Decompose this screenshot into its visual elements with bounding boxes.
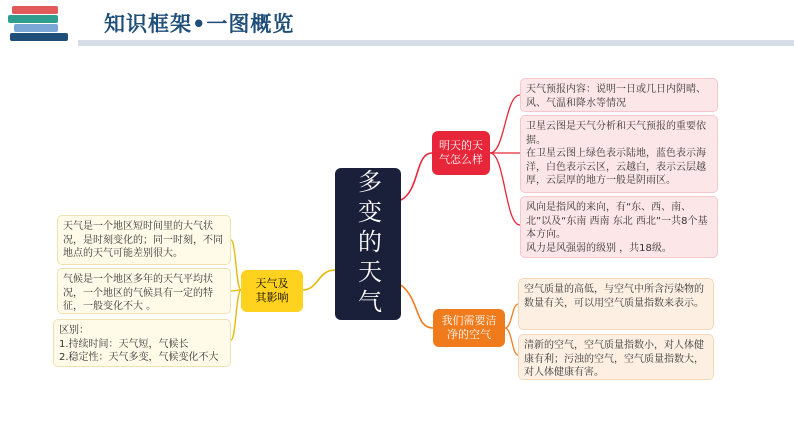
connector-top-1: [490, 95, 520, 153]
leaf-climate-definition: 气候是一个地区多年的天气平均状况，一个地区的气候具有一定的特征，一般变化不大 。: [57, 268, 231, 314]
central-topic-label: 多变的天气: [353, 169, 382, 319]
branch-tomorrow-weather: [432, 131, 490, 175]
connector-bottom-1: [505, 304, 518, 328]
leaf-difference: 区别： 1.持续时间：天气短，气候长 2.稳定性：天气多变，气候变化不大: [53, 319, 231, 367]
page-title: 知识框架•一图概览: [104, 12, 295, 36]
connector-center-bottom: [401, 285, 433, 328]
branch-tomorrow-weather-label: 明天的天气怎么样: [439, 139, 483, 166]
branch-weather-influence-label: 天气及其影响: [255, 277, 289, 304]
connector-left-3: [231, 290, 241, 340]
leaf-air-quality: 空气质量的高低，与空气中所含污染物的数量有关，可以用空气质量指数来表示。: [518, 278, 714, 330]
connector-center-left: [303, 270, 335, 290]
branch-clean-air-label: 我们需要洁净的空气: [441, 314, 497, 341]
leaf-satellite-image: 卫星云图是天气分析和天气预报的重要依据。 在卫星云图上绿色表示陆地，蓝色表示海洋，白色表示云区，云越白，表示云层越厚，云层厚的地方一般是阴雨区。: [520, 115, 718, 193]
central-topic: [335, 168, 401, 320]
leaf-forecast-content: 天气预报内容：说明一日或几日内阴晴、风、气温和降水等情况: [520, 78, 718, 112]
connector-bottom-2: [505, 328, 518, 355]
leaf-air-health: 清新的空气，空气质量指数小，对人体健康有利；污浊的空气，空气质量指数大，对人体健康有害。: [518, 334, 714, 380]
connector-top-3: [490, 153, 520, 225]
leaf-wind: 风向是指风的来向，有“东、西、南、北”以及“东南 西南 东北 西北”一共8个基本方向。 风力是风强弱的级别 ，共18级。: [520, 196, 718, 258]
connector-left-1: [231, 240, 241, 290]
branch-clean-air: [433, 309, 505, 347]
branch-weather-influence: [241, 270, 303, 312]
leaf-weather-definition: 天气是一个地区短时间里的大气状况，是时刻变化的；同一时刻，不同地点的天气可能差别很大。: [57, 215, 231, 265]
connector-center-top: [401, 153, 432, 200]
